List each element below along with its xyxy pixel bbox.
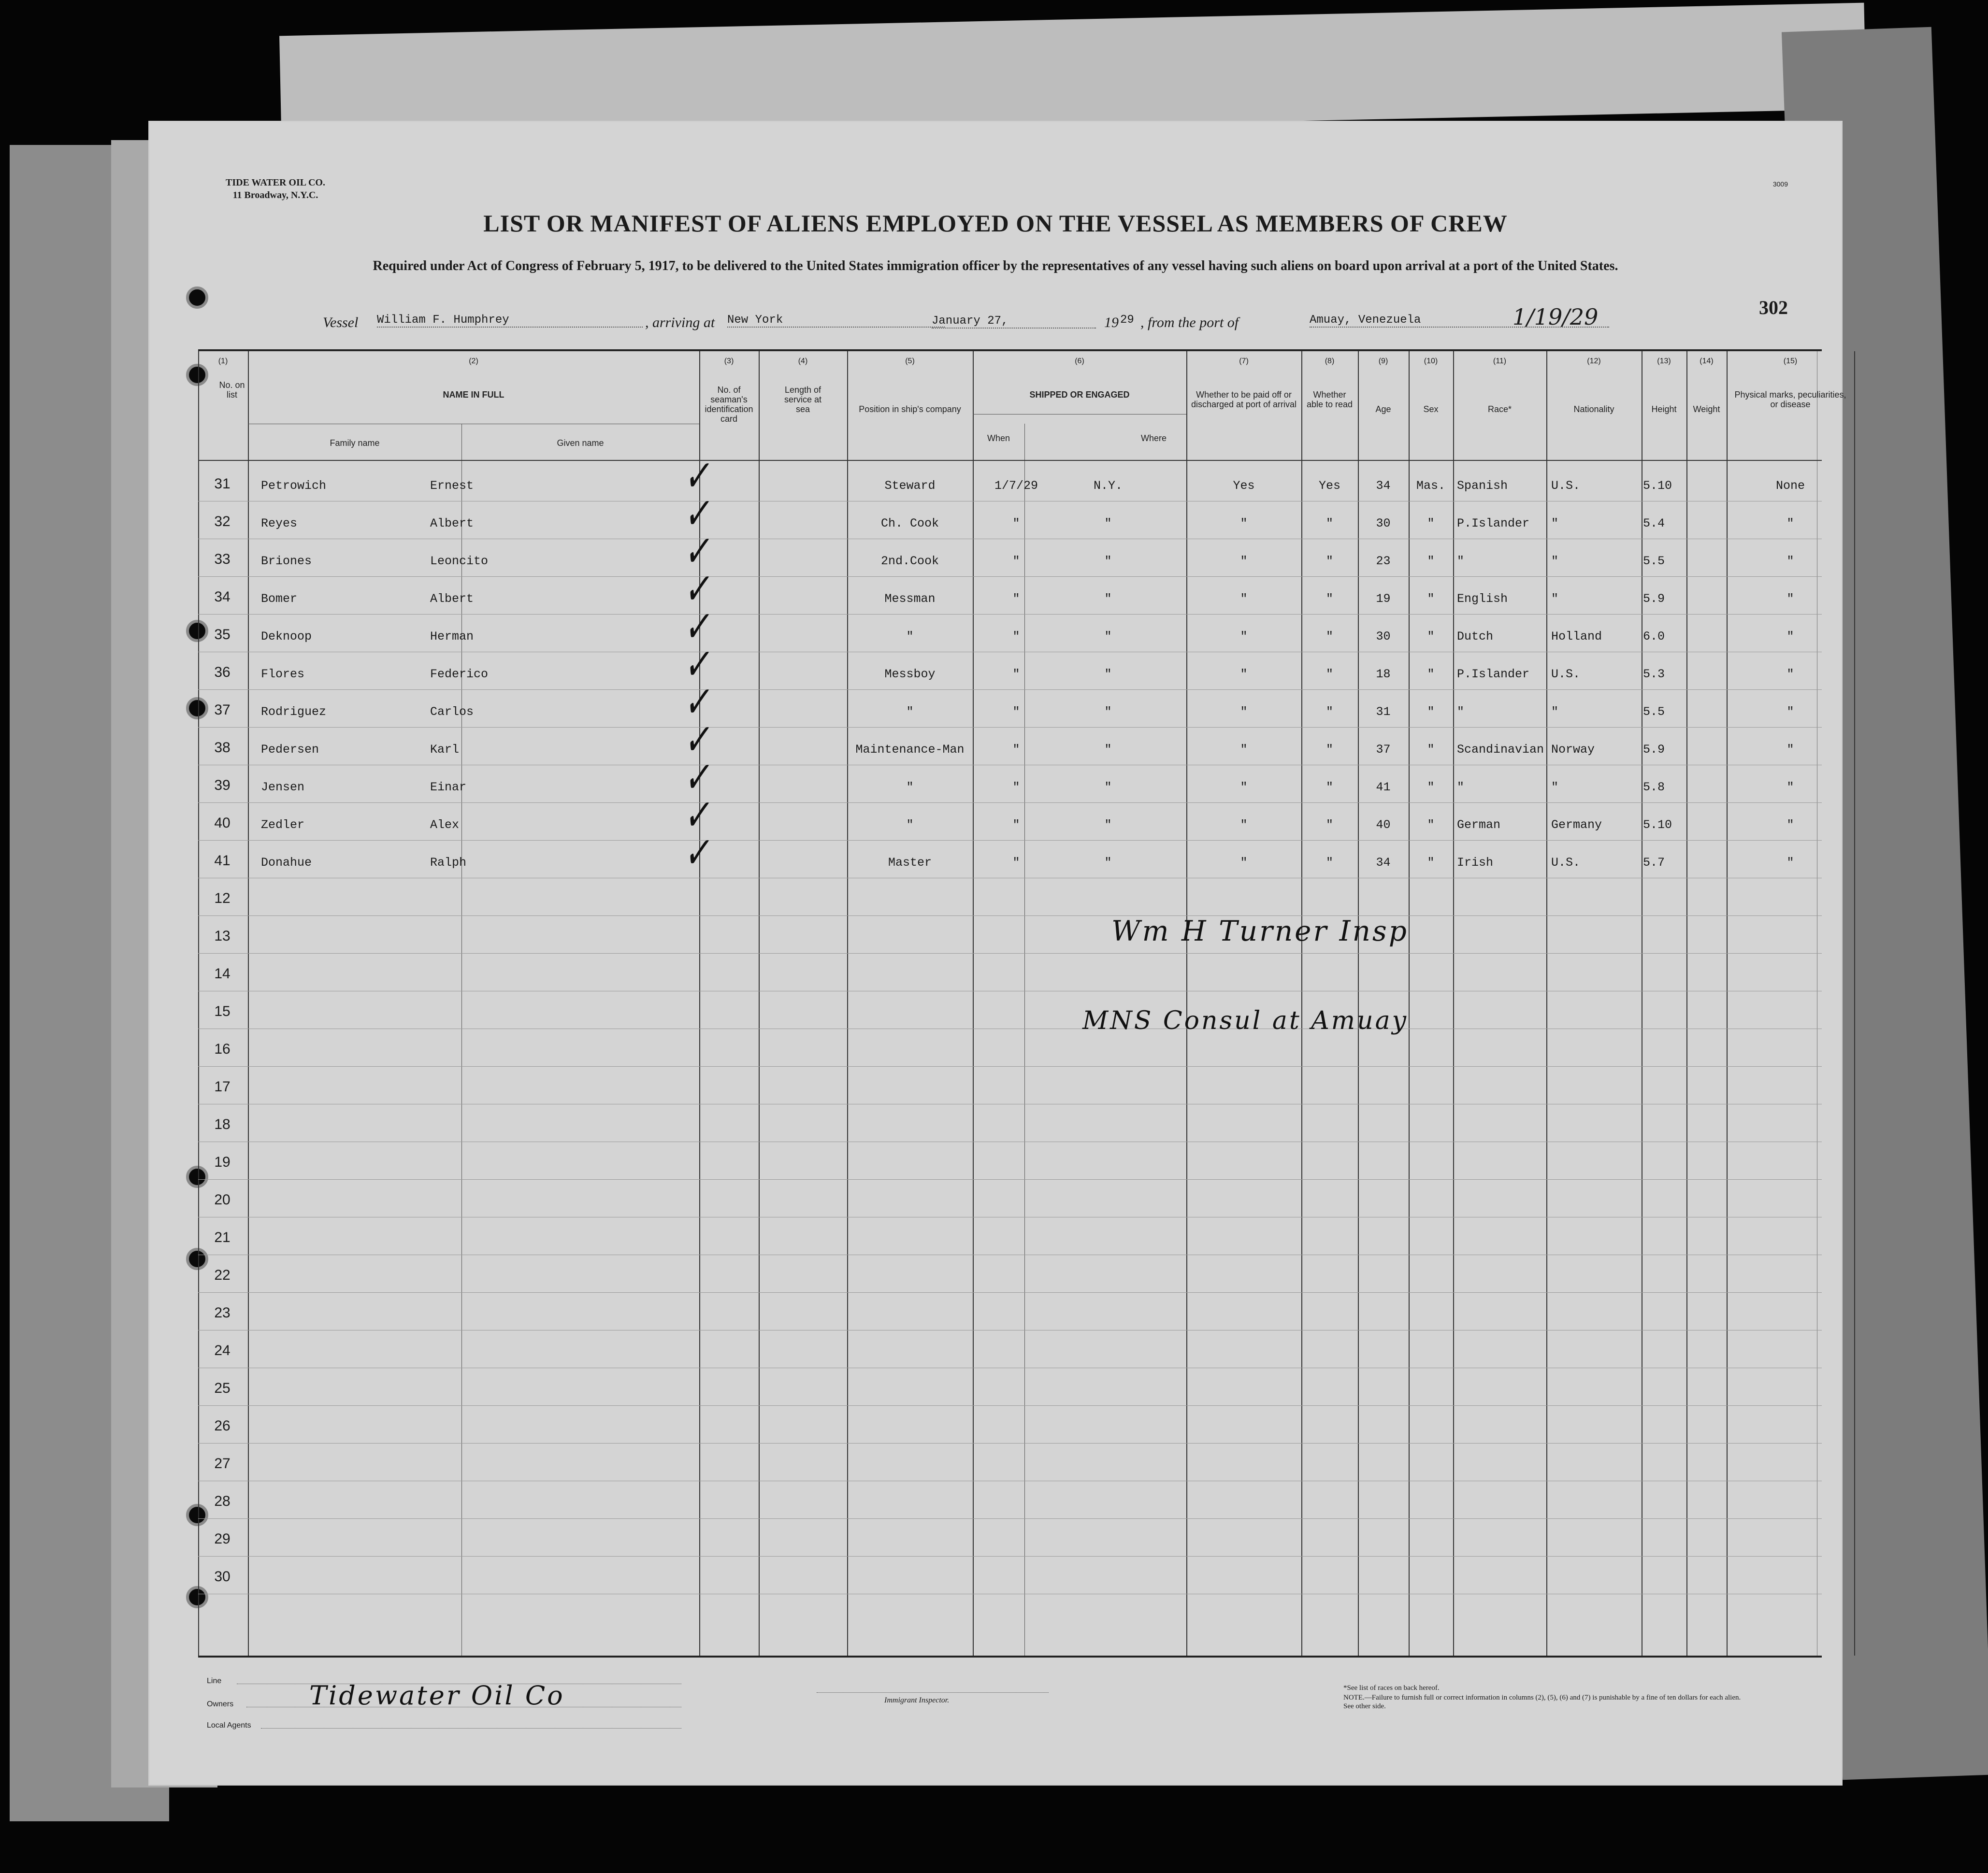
row-number: 13 xyxy=(214,928,230,944)
cell-sex: " xyxy=(1427,667,1435,681)
row-number: 33 xyxy=(214,551,230,567)
vessel-label: Vessel xyxy=(323,315,359,330)
cell-position: Master xyxy=(888,856,932,870)
cell-physical: " xyxy=(1786,743,1794,757)
cell-given: Carlos xyxy=(430,705,474,719)
cell-sex: " xyxy=(1427,780,1435,794)
cell-family: Jensen xyxy=(261,780,305,794)
col-number: (12) xyxy=(1587,357,1601,365)
header-position: Position in ship's company xyxy=(859,404,961,414)
header-when: When xyxy=(987,433,1010,443)
cell-physical: " xyxy=(1786,818,1794,832)
cell-nationality: " xyxy=(1551,592,1559,606)
cell-nationality: U.S. xyxy=(1551,479,1581,493)
cell-where: " xyxy=(1104,554,1112,568)
row-line xyxy=(198,802,1822,803)
cell-paid: " xyxy=(1240,516,1248,530)
cell-given: Ralph xyxy=(430,856,467,870)
row-line xyxy=(198,1179,1822,1180)
cell-sex: " xyxy=(1427,856,1435,870)
header-weight: Weight xyxy=(1693,404,1720,414)
header-shipped: SHIPPED OR ENGAGED xyxy=(1029,390,1130,400)
cell-when: " xyxy=(1012,705,1020,719)
cell-sex: Mas. xyxy=(1416,479,1445,493)
checkmark-icon: ✓ xyxy=(682,677,716,728)
cell-nationality: Germany xyxy=(1551,818,1602,832)
cell-when: " xyxy=(1012,743,1020,757)
row-line xyxy=(198,1405,1822,1406)
header-nationality: Nationality xyxy=(1573,404,1614,414)
cell-height: 5.9 xyxy=(1643,743,1665,757)
col-number: (1) xyxy=(218,357,228,365)
cell-position: 2nd.Cook xyxy=(880,554,939,568)
cell-age: 37 xyxy=(1376,743,1391,757)
cell-paid: " xyxy=(1240,780,1248,794)
cell-sex: " xyxy=(1427,705,1435,719)
cell-when: " xyxy=(1012,667,1020,681)
cell-position: " xyxy=(906,780,914,794)
cell-nationality: U.S. xyxy=(1551,856,1581,870)
cell-read: " xyxy=(1325,554,1333,568)
row-line xyxy=(198,915,1822,916)
cell-height: 5.7 xyxy=(1643,856,1665,870)
checkmark-icon: ✓ xyxy=(682,640,716,690)
col-number: (14) xyxy=(1700,357,1714,365)
cell-height: 5.10 xyxy=(1643,479,1672,493)
cell-age: 31 xyxy=(1376,705,1391,719)
checkmark-icon: ✓ xyxy=(682,451,716,501)
cell-read: " xyxy=(1325,818,1333,832)
row-line xyxy=(198,1066,1822,1067)
cell-family: Pedersen xyxy=(261,743,319,757)
row-line xyxy=(198,689,1822,690)
row-number: 38 xyxy=(214,740,230,756)
row-number: 20 xyxy=(214,1192,230,1208)
col-number: (4) xyxy=(798,357,808,365)
checkmark-icon: ✓ xyxy=(682,790,716,841)
cell-given: Albert xyxy=(430,516,474,530)
row-number: 37 xyxy=(214,702,230,718)
cell-where: " xyxy=(1104,629,1112,643)
cell-family: Rodriguez xyxy=(261,705,327,719)
checkmark-icon: ✓ xyxy=(682,564,716,615)
cell-sex: " xyxy=(1427,818,1435,832)
cell-when: " xyxy=(1012,629,1020,643)
cell-physical: " xyxy=(1786,592,1794,606)
cell-height: 5.4 xyxy=(1643,516,1665,530)
agent-signature: Tidewater Oil Co xyxy=(309,1680,565,1711)
cell-physical: " xyxy=(1786,856,1794,870)
cell-position: Messboy xyxy=(884,667,936,681)
cell-where: " xyxy=(1104,856,1112,870)
cell-age: 30 xyxy=(1376,629,1391,643)
header-height: Height xyxy=(1651,404,1677,414)
cell-position: Steward xyxy=(884,479,936,493)
header-given-name: Given name xyxy=(557,438,604,448)
cell-read: " xyxy=(1325,743,1333,757)
cell-when: " xyxy=(1012,516,1020,530)
cell-family: Zedler xyxy=(261,818,305,832)
from-label: , from the port of xyxy=(1140,315,1239,330)
cell-where: " xyxy=(1104,818,1112,832)
row-line xyxy=(198,614,1822,615)
row-number: 22 xyxy=(214,1267,230,1283)
row-number: 30 xyxy=(214,1569,230,1585)
cell-height: 5.9 xyxy=(1643,592,1665,606)
cell-given: Herman xyxy=(430,629,474,643)
cell-sex: " xyxy=(1427,554,1435,568)
row-number: 31 xyxy=(214,476,230,492)
company-address: 11 Broadway, N.Y.C. xyxy=(232,190,318,200)
row-number: 15 xyxy=(214,1003,230,1019)
row-number: 28 xyxy=(214,1493,230,1509)
header-physical: Physical marks, peculiarities, or disease xyxy=(1734,390,1846,409)
row-number: 26 xyxy=(214,1418,230,1434)
company-name: TIDE WATER OIL CO. xyxy=(226,177,325,188)
cell-read: " xyxy=(1325,516,1333,530)
cell-where: " xyxy=(1104,743,1112,757)
cell-where: " xyxy=(1104,705,1112,719)
cell-age: 23 xyxy=(1376,554,1391,568)
row-number: 25 xyxy=(214,1380,230,1396)
cell-race: P.Islander xyxy=(1457,667,1530,681)
document-number: 302 xyxy=(1759,297,1788,318)
cell-when: 1/7/29 xyxy=(994,479,1038,493)
footer-agents-blank xyxy=(261,1728,681,1729)
cell-read: " xyxy=(1325,629,1333,643)
cell-age: 19 xyxy=(1376,592,1391,606)
cell-age: 34 xyxy=(1376,479,1391,493)
footer-owners-label: Owners xyxy=(207,1700,234,1708)
header-id-card: No. of seaman's identification card xyxy=(705,385,753,424)
cell-given: Albert xyxy=(430,592,474,606)
cell-family: Flores xyxy=(261,667,305,681)
cell-nationality: U.S. xyxy=(1551,667,1581,681)
header-age: Age xyxy=(1375,404,1391,414)
manifest-sheet xyxy=(148,121,1846,1786)
arrival-date: January 27, xyxy=(932,315,1096,329)
company-block xyxy=(203,176,348,201)
footer-inspector-label: Immigrant Inspector. xyxy=(884,1696,950,1704)
cell-family: Bomer xyxy=(261,592,298,606)
row-line xyxy=(198,953,1822,954)
row-number: 18 xyxy=(214,1116,230,1132)
cell-physical: " xyxy=(1786,554,1794,568)
cell-nationality: " xyxy=(1551,705,1559,719)
cell-when: " xyxy=(1012,856,1020,870)
header-no-on-list: No. on list xyxy=(219,380,245,400)
cell-height: 5.8 xyxy=(1643,780,1665,794)
row-number: 12 xyxy=(214,890,230,906)
row-number: 17 xyxy=(214,1079,230,1095)
row-number: 41 xyxy=(214,853,230,869)
row-line xyxy=(198,576,1822,577)
footer-line-label: Line xyxy=(207,1677,222,1685)
row-number: 32 xyxy=(214,514,230,529)
row-line xyxy=(198,840,1822,841)
cell-sex: " xyxy=(1427,629,1435,643)
cell-race: German xyxy=(1457,818,1501,832)
cell-race: " xyxy=(1457,705,1465,719)
cell-race: " xyxy=(1457,554,1465,568)
cell-position: Maintenance-Man xyxy=(855,743,965,757)
cell-sex: " xyxy=(1427,516,1435,530)
cell-age: 30 xyxy=(1376,516,1391,530)
row-number: 29 xyxy=(214,1531,230,1547)
row-number: 39 xyxy=(214,777,230,793)
cell-when: " xyxy=(1012,818,1020,832)
cell-paid: " xyxy=(1240,667,1248,681)
cell-sex: " xyxy=(1427,743,1435,757)
row-number: 14 xyxy=(214,966,230,982)
cell-read: Yes xyxy=(1318,479,1340,493)
cell-position: " xyxy=(906,629,914,643)
cell-race: " xyxy=(1457,780,1465,794)
row-number: 27 xyxy=(214,1456,230,1472)
cell-given: Einar xyxy=(430,780,467,794)
cell-paid: " xyxy=(1240,629,1248,643)
cell-where: " xyxy=(1104,780,1112,794)
from-port: Amuay, Venezuela xyxy=(1310,314,1609,328)
col-number: (5) xyxy=(905,357,915,365)
vessel-name: William F. Humphrey xyxy=(377,314,643,328)
page-subtitle: Required under Act of Congress of February 5, 1917, to be delivered to the United States immigration officer by the representatives of any vessel having such aliens on board upon arrival at a port of the United States. xyxy=(373,258,1618,273)
cell-given: Karl xyxy=(430,743,460,757)
consul-signature: MNS Consul at Amuay xyxy=(1082,1006,1408,1035)
corner-code: 3009 xyxy=(1772,180,1788,188)
cell-family: Briones xyxy=(261,554,312,568)
cell-family: Deknoop xyxy=(261,629,312,643)
footer-local-agents-label: Local Agents xyxy=(207,1721,251,1730)
cell-age: 34 xyxy=(1376,856,1391,870)
cell-nationality: " xyxy=(1551,780,1559,794)
cell-given: Federico xyxy=(430,667,489,681)
checkmark-icon: ✓ xyxy=(682,828,716,878)
row-number: 21 xyxy=(214,1230,230,1245)
cell-given: Ernest xyxy=(430,479,474,493)
row-line xyxy=(198,1292,1822,1293)
cell-family: Petrowich xyxy=(261,479,327,493)
cell-position: Ch. Cook xyxy=(880,516,939,530)
row-number: 24 xyxy=(214,1343,230,1358)
cell-read: " xyxy=(1325,592,1333,606)
col-number: (13) xyxy=(1657,357,1671,365)
row-line xyxy=(198,1443,1822,1444)
crew-table xyxy=(198,349,1846,1658)
inspector-blank xyxy=(817,1692,1049,1693)
cell-where: " xyxy=(1104,592,1112,606)
cell-paid: " xyxy=(1240,818,1248,832)
header-family-name: Family name xyxy=(330,438,380,448)
row-number: 19 xyxy=(214,1154,230,1170)
cell-where: " xyxy=(1104,516,1112,530)
cell-when: " xyxy=(1012,780,1020,794)
col-number: (11) xyxy=(1493,357,1507,365)
cell-position: " xyxy=(906,818,914,832)
row-number: 16 xyxy=(214,1041,230,1057)
cell-age: 40 xyxy=(1376,818,1391,832)
cell-height: 5.5 xyxy=(1643,554,1665,568)
cell-given: Leoncito xyxy=(430,554,489,568)
cell-age: 18 xyxy=(1376,667,1391,681)
cell-paid: " xyxy=(1240,856,1248,870)
cell-nationality: Holland xyxy=(1551,629,1602,643)
cell-physical: " xyxy=(1786,516,1794,530)
cell-sex: " xyxy=(1427,592,1435,606)
cell-race: Scandinavian xyxy=(1457,743,1544,757)
checkmark-icon: ✓ xyxy=(682,753,716,803)
checkmark-icon: ✓ xyxy=(682,527,716,577)
header-race: Race* xyxy=(1487,404,1512,414)
inspector-signature: Wm H Turner Insp xyxy=(1111,915,1409,947)
header-able-read: Whether able to read xyxy=(1306,390,1353,409)
cell-paid: " xyxy=(1240,705,1248,719)
cell-read: " xyxy=(1325,856,1333,870)
header-sex: Sex xyxy=(1423,404,1439,414)
cell-physical: " xyxy=(1786,705,1794,719)
col-number: (6) xyxy=(1075,357,1084,365)
col-number: (10) xyxy=(1424,357,1438,365)
row-number: 36 xyxy=(214,664,230,680)
cell-physical: " xyxy=(1786,629,1794,643)
cell-race: P.Islander xyxy=(1457,516,1530,530)
cell-nationality: Norway xyxy=(1551,743,1595,757)
arrival-port: New York xyxy=(727,314,945,328)
arrival-year: 29 xyxy=(1120,314,1134,327)
col-number: (15) xyxy=(1783,357,1798,365)
cell-nationality: " xyxy=(1551,516,1559,530)
checkmark-icon: ✓ xyxy=(682,715,716,765)
header-paid-off: Whether to be paid off or discharged at port of arrival xyxy=(1191,390,1297,409)
col-number: (2) xyxy=(469,357,478,365)
cell-paid: " xyxy=(1240,554,1248,568)
row-line xyxy=(198,1556,1822,1557)
row-number: 23 xyxy=(214,1305,230,1321)
footnote-fine: NOTE.—Failure to furnish full or correct information in columns (2), (5), (6) and (7) is punishable by a fine of ten dollars for each alien. See other side. xyxy=(1343,1694,1741,1710)
footnote-races: *See list of races on back hereof. xyxy=(1343,1684,1440,1692)
cell-read: " xyxy=(1325,780,1333,794)
checkmark-icon: ✓ xyxy=(682,602,716,652)
row-line xyxy=(198,1518,1822,1519)
checkmark-icon: ✓ xyxy=(682,489,716,539)
col-number: (7) xyxy=(1239,357,1249,365)
year-prefix: 19 xyxy=(1104,315,1119,330)
row-line xyxy=(198,727,1822,728)
cell-read: " xyxy=(1325,667,1333,681)
row-number: 35 xyxy=(214,627,230,643)
cell-height: 6.0 xyxy=(1643,629,1665,643)
cell-race: Spanish xyxy=(1457,479,1508,493)
cell-nationality: " xyxy=(1551,554,1559,568)
cell-height: 5.3 xyxy=(1643,667,1665,681)
header-length-service: Length of service at sea xyxy=(784,385,822,414)
cell-position: " xyxy=(906,705,914,719)
stamp-date: 1/19/29 xyxy=(1513,304,1599,330)
cell-paid: " xyxy=(1240,592,1248,606)
row-number: 34 xyxy=(214,589,230,605)
cell-when: " xyxy=(1012,592,1020,606)
cell-physical: " xyxy=(1786,780,1794,794)
cell-family: Reyes xyxy=(261,516,298,530)
col-number: (8) xyxy=(1325,357,1335,365)
cell-given: Alex xyxy=(430,818,460,832)
page-title: LIST OR MANIFEST OF ALIENS EMPLOYED ON THE VESSEL AS MEMBERS OF CREW xyxy=(483,210,1508,237)
cell-race: English xyxy=(1457,592,1508,606)
header-where: Where xyxy=(1140,433,1167,443)
cell-where: N.Y. xyxy=(1093,479,1123,493)
cell-race: Dutch xyxy=(1457,629,1494,643)
cell-when: " xyxy=(1012,554,1020,568)
cell-position: Messman xyxy=(884,592,936,606)
col-number: (3) xyxy=(724,357,734,365)
punch-hole-icon xyxy=(186,286,208,309)
cell-read: " xyxy=(1325,705,1333,719)
cell-height: 5.10 xyxy=(1643,818,1672,832)
cell-race: Irish xyxy=(1457,856,1494,870)
header-name-in-full: NAME IN FULL xyxy=(443,390,504,400)
cell-paid: " xyxy=(1240,743,1248,757)
cell-family: Donahue xyxy=(261,856,312,870)
col-number: (9) xyxy=(1378,357,1388,365)
cell-physical: None xyxy=(1775,479,1805,493)
cell-physical: " xyxy=(1786,667,1794,681)
cell-paid: Yes xyxy=(1233,479,1255,493)
cell-where: " xyxy=(1104,667,1112,681)
arriving-label: , arriving at xyxy=(645,315,715,330)
cell-age: 41 xyxy=(1376,780,1391,794)
cell-height: 5.5 xyxy=(1643,705,1665,719)
row-number: 40 xyxy=(214,815,230,831)
